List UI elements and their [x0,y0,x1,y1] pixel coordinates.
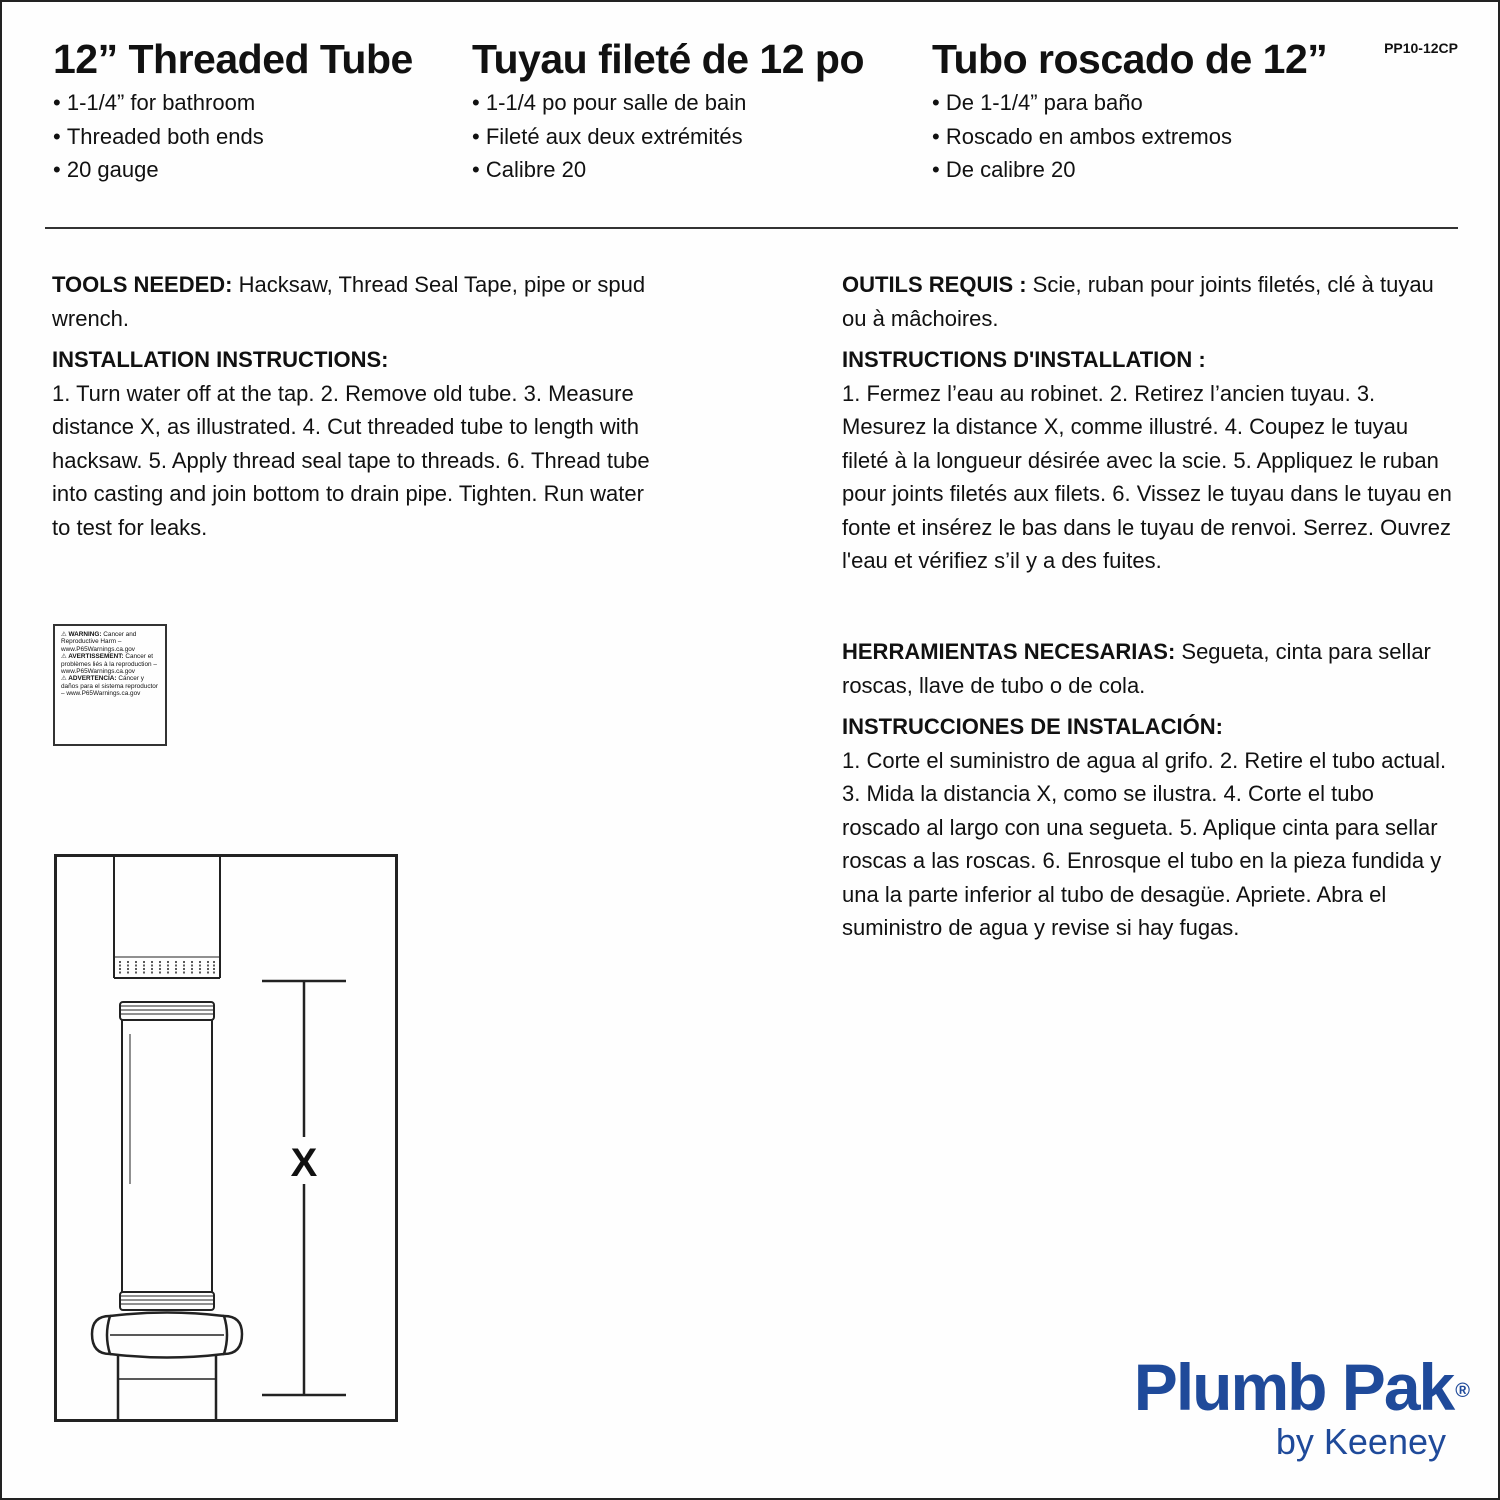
dimension-x-label: X [290,1141,318,1185]
plumbpak-logo [1134,1352,1468,1462]
tools-text: Hacksaw, Thread Seal Tape, pipe or spud wrench. [52,272,646,331]
warning-fr: ⚠ AVERTISSEMENT: Cancer et problèmes liés à la reproduction – www.P65Warnings.ca.gov [61,653,157,676]
tools-needed [52,268,652,335]
install-heading: INSTALLATION INSTRUCTIONS: [52,347,389,372]
feature-item: • 1-1/4” for bathroom [53,86,264,120]
spanish-title: Tubo roscado de 12” [932,36,1328,82]
install-steps: 1. Corte el suministro de agua al grifo. 2. Retire el tubo actual. 3. Mida la distancia X, como se ilustra. 4. Corte el tubo roscado al largo con una segueta. 5. Aplique cinta para sellar roscas a las roscas. 6. Enrosque el tubo en la pieza fundida y una la parte inferior al tubo de desagüe. Apriete. Abra el suministro de agua y revise si hay fugas. [842,747,1447,940]
installation-diagram [54,854,400,1424]
brand-name: Plumb Pak ® [1133,1350,1468,1424]
registered-mark: ® [1455,1380,1468,1402]
tools-needed [842,635,1452,702]
tools-text: Segueta, cinta para sellar roscas, llave de tubo o de cola. [842,639,1431,698]
feature-item: • De calibre 20 [932,153,1232,187]
casting-socket [114,857,220,978]
feature-item: • 1-1/4 po pour salle de bain [472,86,746,120]
dimension-x-indicator [262,981,346,1395]
prop65-warning-label [53,624,167,746]
brand-byline: by Keeney [1275,1421,1446,1462]
spanish-instructions [842,635,1452,945]
install-heading: INSTRUCTIONS D'INSTALLATION : [842,347,1206,372]
english-features [53,86,264,187]
french-instructions [842,268,1452,578]
tools-heading: OUTILS REQUIS : [842,272,1027,297]
feature-item: • Fileté aux deux extrémités [472,120,746,154]
feature-item: • Threaded both ends [53,120,264,154]
product-sku: PP10-12CP [1384,40,1458,56]
warning-es: ⚠ ADVERTENCIA: Cáncer y daños para el sistema reproductor – www.P65Warnings.ca.gov [61,675,158,698]
feature-item: • Roscado en ambos extremos [932,120,1232,154]
french-features [472,86,746,187]
install-steps: 1. Turn water off at the tap. 2. Remove old tube. 3. Measure distance X, as illustrated. 4. Cut threaded tube to length with hacksaw. 5. Apply thread seal tape to threads. 6. Thread tube into casting and join bottom to drain pipe. Tighten. Run water to test for leaks. [52,380,650,540]
tools-needed [842,268,1452,335]
install-heading: INSTRUCCIONES DE INSTALACIÓN: [842,714,1223,739]
feature-item: • Calibre 20 [472,153,746,187]
feature-item: • De 1-1/4” para baño [932,86,1232,120]
threaded-tube [120,1002,214,1310]
tools-text: Scie, ruban pour joints filetés, clé à tuyau ou à mâchoires. [842,272,1434,331]
english-instructions [52,268,652,544]
english-title: 12” Threaded Tube [53,36,413,82]
drain-nut [92,1313,242,1422]
tools-heading: HERRAMIENTAS NECESARIAS: [842,639,1176,664]
feature-item: • 20 gauge [53,153,264,187]
header-divider [45,227,1458,229]
warning-en: ⚠ WARNING: Cancer and Reproductive Harm – www.P65Warnings.ca.gov [61,631,137,653]
spanish-features [932,86,1232,187]
french-title: Tuyau fileté de 12 po [472,36,864,82]
install-steps: 1. Fermez l’eau au robinet. 2. Retirez l’ancien tuyau. 3. Mesurez la distance X, comme illustré. 4. Coupez le tuyau fileté à la longueur désirée avec la scie. 5. Appliquez le ruban pour joints filetés aux filets. 6. Vissez le tuyau dans le tuyau en fonte et insérez le bas dans le tuyau de renvoi. Serrez. Ouvrez l'eau et vérifiez s’il y a des fuites. [842,380,1452,573]
tools-heading: TOOLS NEEDED: [52,272,233,297]
